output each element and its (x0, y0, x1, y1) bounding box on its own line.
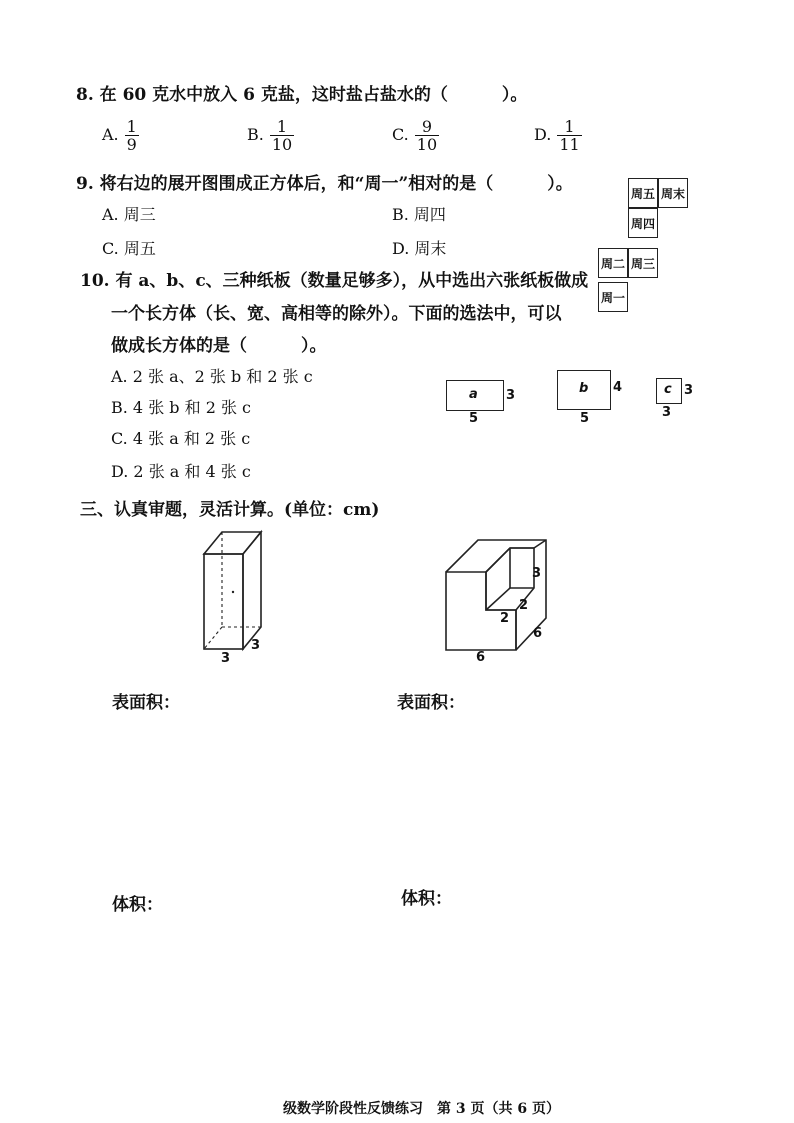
cuboid-dim-length: 3 (221, 651, 231, 666)
q8-option-c-label: C. (392, 125, 409, 144)
card-b (557, 370, 611, 410)
q8-option-c[interactable] (392, 118, 439, 153)
q10-line2: 一个长方体（长、宽、高相等的除外）。下面的选法中，可以 (111, 304, 562, 324)
card-c (656, 378, 682, 404)
fraction-denominator: 11 (559, 135, 580, 154)
q8-option-b-label: B. (247, 125, 264, 144)
volume-label-1: 体积： (112, 895, 163, 915)
card-a-label: a (469, 387, 478, 402)
fraction-denominator: 10 (416, 135, 438, 154)
q8-option-d[interactable] (534, 118, 582, 153)
cube-depth-dim: 6 (533, 626, 543, 641)
cuboid-side-face (243, 532, 261, 649)
page-footer: 级数学阶段性反馈练习 第 3 页（共 6 页） (283, 1101, 560, 1117)
surface-area-label-1: 表面积： (112, 693, 180, 713)
notch-width-dim: 2 (500, 611, 510, 626)
q10-close: ）。 (301, 336, 327, 356)
net-face-mon: 周一 (598, 282, 628, 312)
cuboid-dim-width: 3 (251, 638, 261, 653)
notched-cube-outline (446, 540, 546, 650)
q8-option-c-fraction (415, 118, 439, 153)
fraction-numerator: 1 (276, 117, 288, 136)
q8-option-a-fraction (125, 118, 139, 153)
q10-option-d[interactable]: D. 2 张 a 和 4 张 c (111, 462, 251, 481)
notch-height-dim: 3 (532, 566, 542, 581)
q10-line3: 做成长方体的是（ (111, 336, 247, 356)
net-face-tue: 周二 (598, 248, 628, 278)
q9-option-a[interactable]: A. 周三 (102, 205, 156, 224)
q10-line3-wrap (111, 335, 327, 357)
card-c-label: c (664, 382, 672, 397)
surface-area-label-2: 表面积： (397, 693, 465, 713)
net-face-wed: 周三 (628, 248, 658, 278)
card-a-side: 3 (506, 388, 516, 403)
q8-option-d-label: D. (534, 125, 552, 144)
card-b-bottom: 5 (580, 411, 590, 426)
cuboid-figure (195, 524, 275, 664)
notch-inner-edges (510, 548, 534, 588)
q10-line1: 10. 有 a、b、c、三种纸板（数量足够多），从中选出六张纸板做成 (80, 271, 589, 291)
q8-close: ）。 (501, 85, 528, 105)
q10-option-b[interactable]: B. 4 张 b 和 2 张 c (111, 398, 252, 417)
fraction-numerator: 1 (126, 117, 137, 136)
cube-net (596, 178, 696, 320)
card-c-bottom: 3 (662, 405, 672, 420)
q9-option-c[interactable]: C. 周五 (102, 239, 156, 258)
cuboid-hidden-edge (204, 627, 222, 649)
cuboid-dot (232, 591, 234, 593)
card-a-bottom: 5 (469, 411, 479, 426)
net-face-weekend: 周末 (658, 178, 688, 208)
q8-option-a-label: A. (102, 125, 119, 144)
q9-stem (76, 173, 573, 195)
cube-width-dim: 6 (476, 650, 486, 665)
notch-inner-edge (486, 588, 510, 610)
section3-title: 三、认真审题，灵活计算。(单位：cm) (80, 500, 380, 520)
fraction-denominator: 9 (126, 135, 137, 154)
volume-label-2: 体积： (401, 889, 452, 909)
fraction-denominator: 10 (271, 135, 293, 154)
q9-option-d[interactable]: D. 周末 (392, 239, 447, 258)
net-face-thu: 周四 (628, 208, 658, 238)
notched-cube-top-edge (534, 540, 546, 548)
notch-depth-dim: 2 (519, 598, 529, 613)
q8-option-d-fraction (557, 118, 581, 153)
card-c-side: 3 (684, 383, 694, 398)
net-face-fri: 周五 (628, 178, 658, 208)
q8-option-b-fraction (270, 118, 294, 153)
fraction-numerator: 9 (421, 117, 433, 136)
q8-text: 8. 在 60 克水中放入 6 克盐，这时盐占盐水的（ (76, 85, 448, 105)
q9-close: ）。 (547, 174, 573, 194)
card-b-label: b (579, 381, 589, 396)
q8-stem (76, 84, 527, 106)
q10-option-a[interactable]: A. 2 张 a、2 张 b 和 2 张 c (111, 367, 313, 386)
q8-option-b[interactable] (247, 118, 294, 153)
cuboid-front-face (204, 554, 243, 649)
card-a (446, 380, 504, 411)
q10-option-c[interactable]: C. 4 张 a 和 2 张 c (111, 429, 251, 448)
q9-text: 9. 将右边的展开图围成正方体后，和“周一”相对的是（ (76, 174, 494, 194)
q8-option-a[interactable] (102, 118, 139, 153)
fraction-numerator: 1 (564, 117, 575, 136)
q9-option-b[interactable]: B. 周四 (392, 205, 446, 224)
card-b-side: 4 (613, 380, 623, 395)
